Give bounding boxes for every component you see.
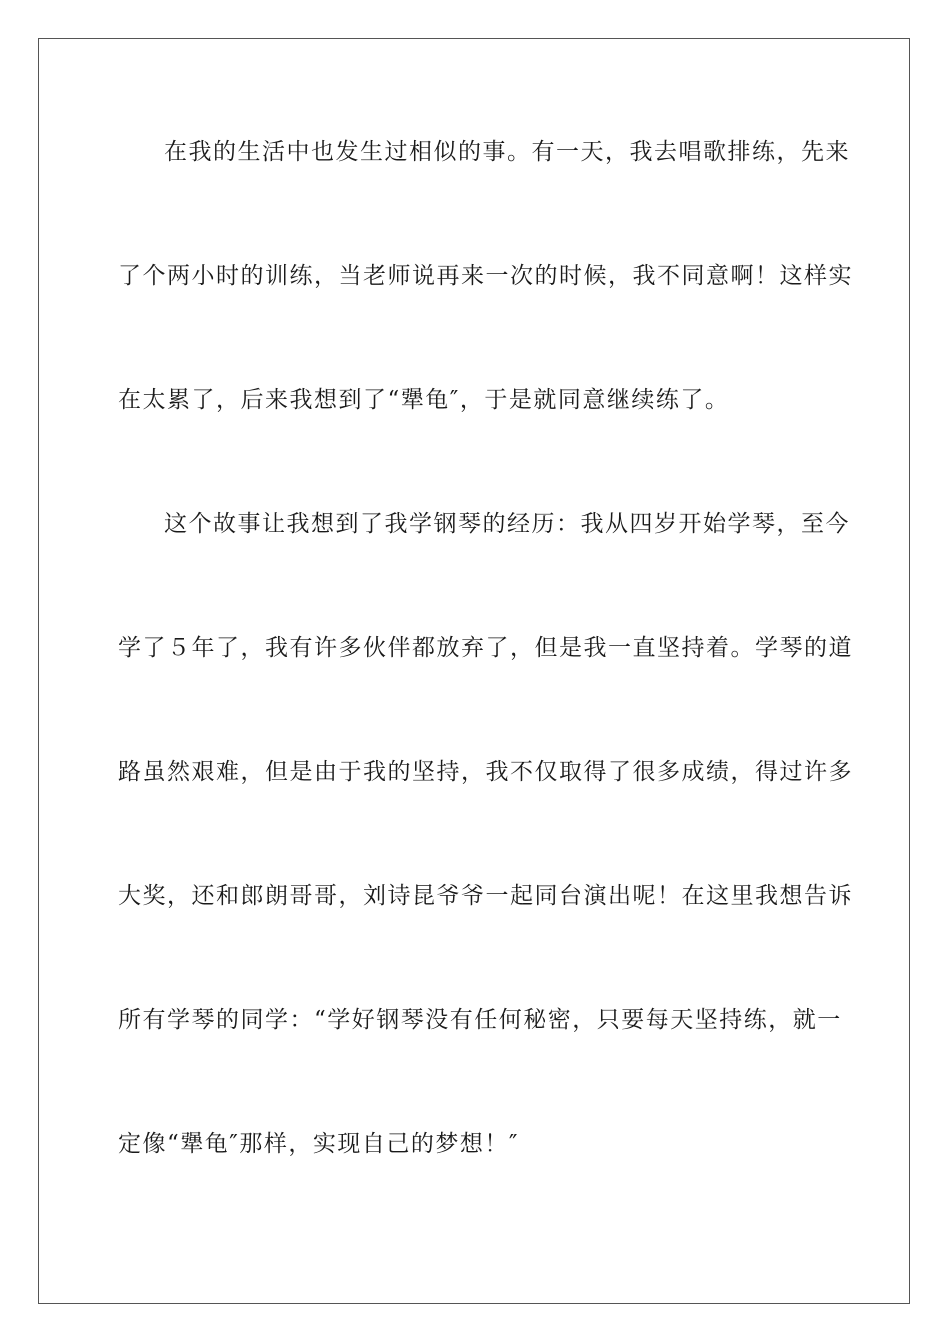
text-line: 在我的生活中也发生过相似的事。有一天，我去唱歌排练，先来 [164, 139, 850, 165]
text-line: 了个两小时的训练，当老师说再来一次的时候，我不同意啊！这样实 [118, 263, 853, 289]
text-line: 定像“犟龟″那样，实现自己的梦想！″ [118, 1131, 519, 1157]
text-line: 在太累了，后来我想到了“犟龟″，于是就同意继续练了。 [118, 387, 730, 413]
text-line: 路虽然艰难，但是由于我的坚持，我不仅取得了很多成绩，得过许多 [118, 759, 853, 785]
text-line: 学了５年了，我有许多伙伴都放弃了，但是我一直坚持着。学琴的道 [118, 635, 853, 661]
text-line: 所有学琴的同学：“学好钢琴没有任何秘密，只要每天坚持练，就一 [118, 1007, 842, 1033]
text-line: 这个故事让我想到了我学钢琴的经历：我从四岁开始学琴，至今 [164, 511, 850, 537]
text-line: 大奖，还和郎朗哥哥，刘诗昆爷爷一起同台演出呢！在这里我想告诉 [118, 883, 853, 909]
page-border [38, 38, 910, 1304]
